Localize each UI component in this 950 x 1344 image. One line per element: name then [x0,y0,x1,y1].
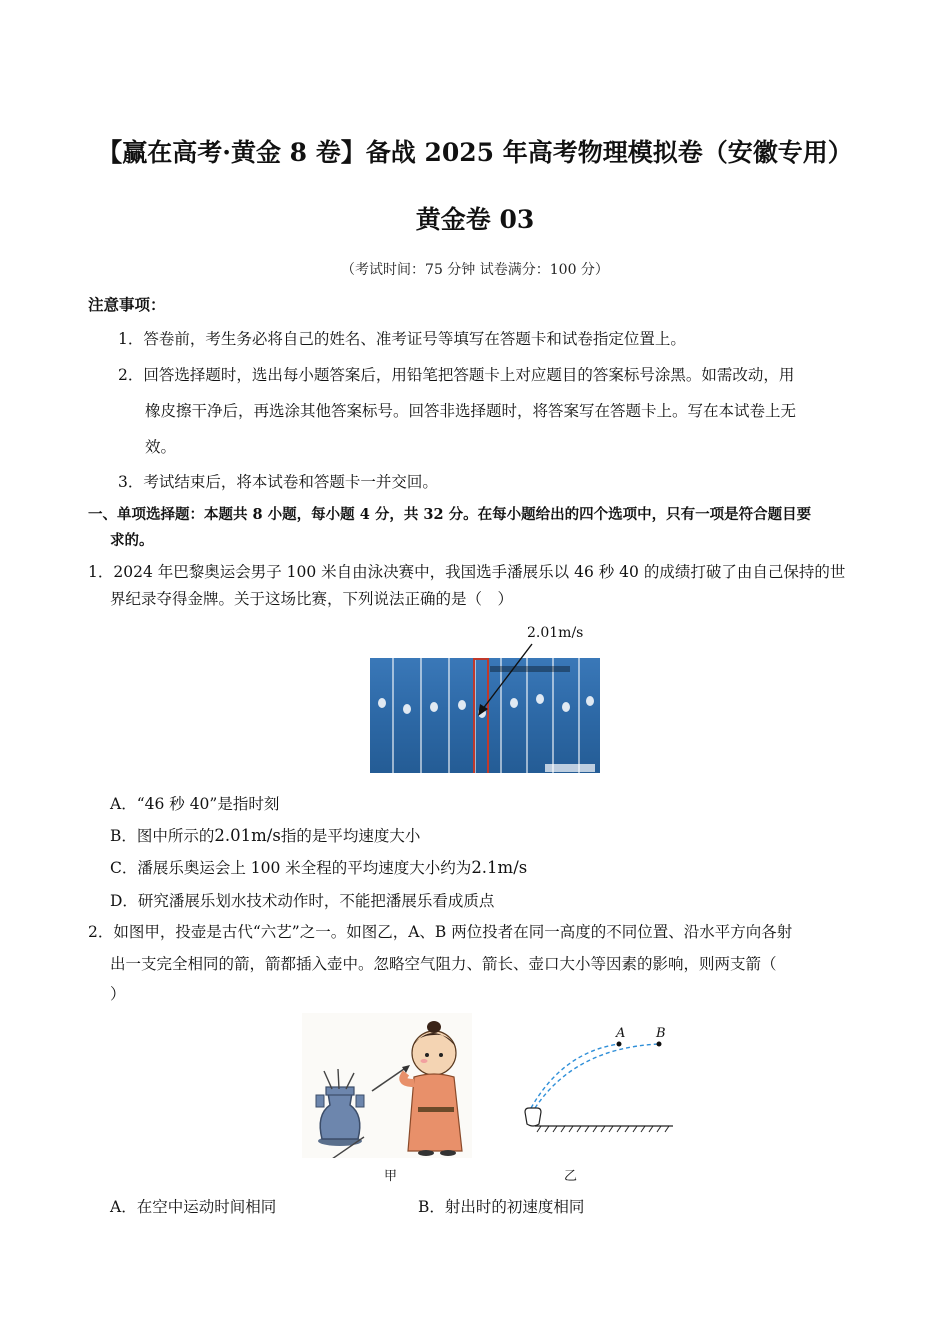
q2-option-b: B．射出时的初速度相同 [418,1198,585,1216]
note-2-line-2: 橡皮擦干净后，再选涂其他答案标号。回答非选择题时，将答案写在答题卡上。写在本试卷上无 [145,402,797,420]
swimmer [586,696,594,706]
q1-option-b: B．图中所示的2.01m/s指的是平均速度大小 [110,826,421,845]
lane-line [578,658,580,773]
swimmer [458,700,466,710]
note-2-line-1: 2．回答选择题时，选出每小题答案后，用铅笔把答题卡上对应题目的答案标号涂黑。如需改动，用 [118,366,795,384]
q2-stem-line-2: 出一支完全相同的箭，箭都插入壶中。忽略空气阻力、箭长、壶口大小等因素的影响，则两支箭（ [110,955,777,973]
broadcast-logo [545,764,595,772]
swimmer [562,702,570,712]
q2-stem-line-3: ） [110,985,126,1003]
section-1-heading-cont: 求的。 [110,532,154,549]
q1-option-d: D．研究潘展乐划水技术动作时，不能把潘展乐看成质点 [110,892,495,910]
lane-line [448,658,450,773]
figure-yi-caption: 乙 [564,1169,578,1184]
note-2-line-3: 效。 [145,438,177,456]
point-b-label: B [656,1026,666,1041]
section-1-heading: 一、单项选择题：本题共 8 小题，每小题 4 分，共 32 分。在每小题给出的四个选项中，只有一项是符合题目要 [88,506,812,523]
figure-jia-caption: 甲 [384,1169,398,1184]
exam-info: （考试时间：75 分钟 试卷满分：100 分） [341,262,609,278]
swimmer [378,698,386,708]
lane-line [552,658,554,773]
note-3: 3．考试结束后，将本试卷和答题卡一并交回。 [118,473,438,491]
swimmer [430,702,438,712]
q1-stem-line-1: 1．2024 年巴黎奥运会男子 100 米自由泳决赛中，我国选手潘展乐以 46 秒 40 的成绩打破了由自己保持的世 [88,563,846,581]
note-1: 1．答卷前，考生务必将自己的姓名、准考证号等填写在答题卡和试卷指定位置上。 [118,330,686,348]
lane-line [420,658,422,773]
touhu-cartoon-illustration [302,1013,472,1158]
swimmer [403,704,411,714]
notes-heading: 注意事项： [88,295,166,314]
paper-subtitle: 黄金卷 03 [415,205,535,234]
point-a-label: A [616,1026,626,1041]
q2-option-a: A．在空中运动时间相同 [110,1198,277,1216]
q1-option-c: C．潘展乐奥运会上 100 米全程的平均速度大小约为2.1m/s [110,858,528,877]
q1-pointer-arrow [470,640,540,720]
lane-line [392,658,394,773]
q1-option-a: A．“46 秒 40”是指时刻 [110,795,280,813]
q2-stem-line-1: 2．如图甲，投壶是古代“六艺”之一。如图乙，A、B 两位投者在同一高度的不同位置、沿水平方向各射 [88,923,793,941]
page-title: 【赢在高考·黄金 8 卷】备战 2025 年高考物理模拟卷（安徽专用） [97,138,853,167]
q1-stem-line-2: 界纪录夺得金牌。关于这场比赛，下列说法正确的是（ ） [110,590,514,608]
q1-speed-label: 2.01m/s [527,625,584,641]
